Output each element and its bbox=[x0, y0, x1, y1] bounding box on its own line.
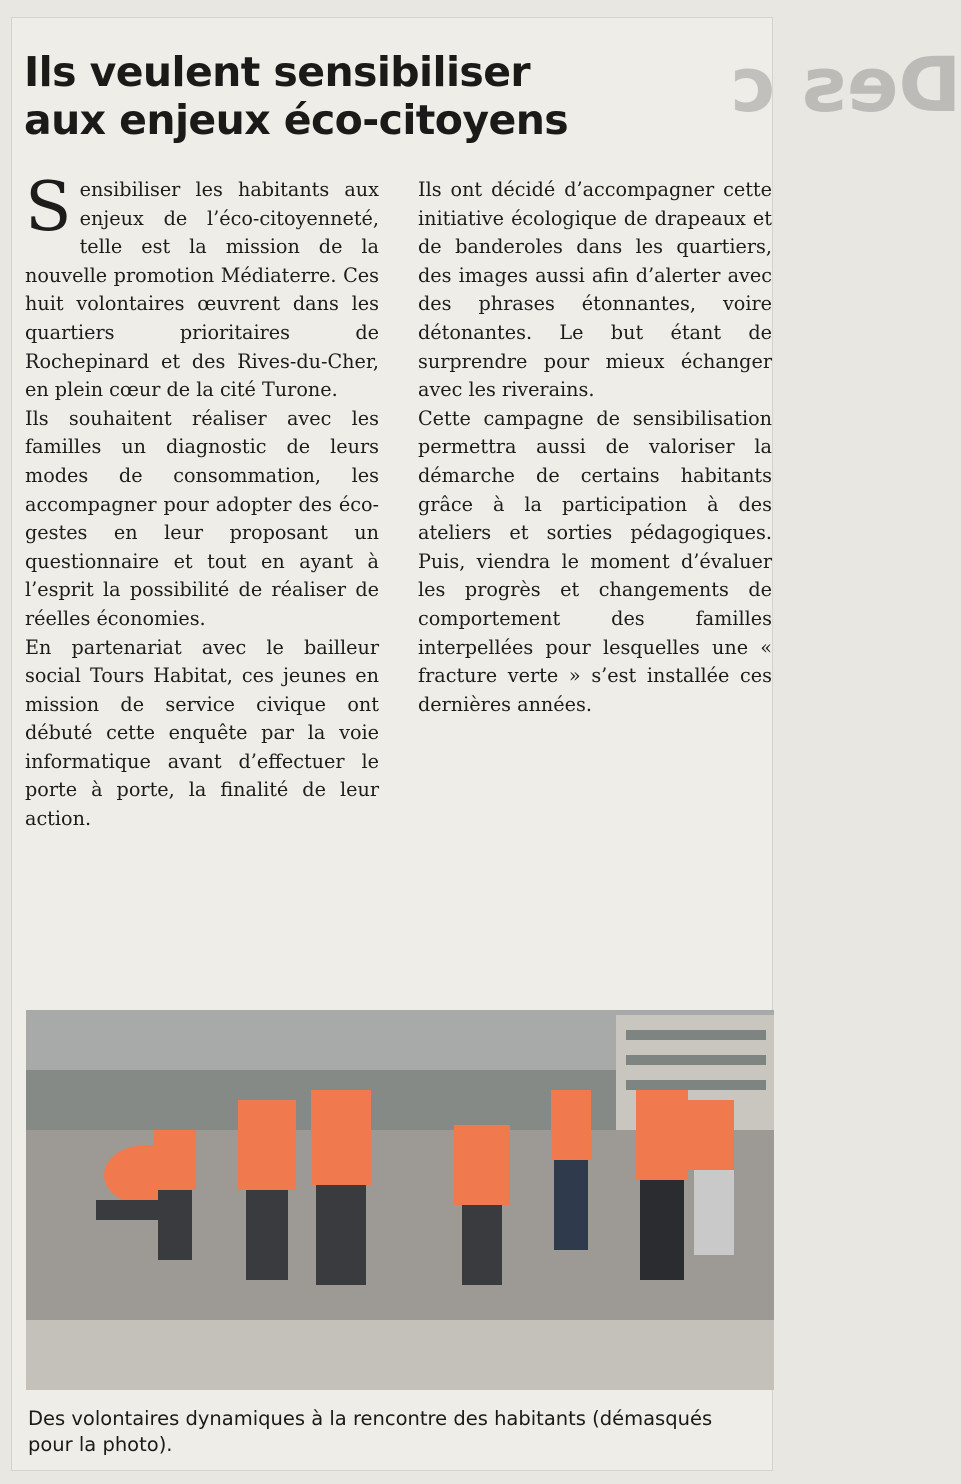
building-window-row bbox=[626, 1080, 766, 1090]
volunteer-4 bbox=[311, 1090, 371, 1285]
photo-caption: Des volontaires dynamiques à la rencontre des habitants (démasqués pour la photo). bbox=[28, 1407, 713, 1456]
photo-illustration bbox=[26, 1010, 774, 1390]
paragraph-3: En partenariat avec le bailleur social Tours Habitat, ces jeunes en mission de service civique ont débuté cette enquête par la voie informatique avant d’effectuer le porte à porte, la finalité de leur action. bbox=[25, 635, 379, 831]
volunteer-7 bbox=[636, 1090, 688, 1280]
paragraph-4: Ils ont décidé d’accompagner cette initiative écologique de drapeaux et de banderoles dans les quartiers, des images aussi afin d’alerter avec des phrases étonnantes, voire détonantes. Le but étant de surprendre pour mieux échanger avec les riverains. bbox=[418, 178, 772, 402]
paragraph-1 bbox=[25, 168, 379, 405]
volunteer-6 bbox=[551, 1090, 591, 1250]
column-right bbox=[418, 176, 772, 719]
column-left bbox=[25, 168, 379, 834]
volunteer-3 bbox=[238, 1100, 296, 1280]
drop-cap: S bbox=[25, 168, 72, 247]
building-window-row bbox=[626, 1030, 766, 1040]
article-headline bbox=[24, 48, 624, 144]
building-window-row bbox=[626, 1055, 766, 1065]
show-through-bleed: Des c bbox=[730, 40, 961, 129]
headline-line-1: Ils veulent sensibiliser bbox=[24, 48, 531, 96]
paragraph-5: Cette campagne de sensibilisation permettra aussi de valoriser la démarche de certains habitants grâce à la participation à des ateliers et sorties pédagogiques. Puis, viendra le moment d’évaluer les progrès et changements de comportement des familles interpellées pour lesquelles une « fracture verte » s’est installée ces dernières années. bbox=[418, 406, 772, 716]
volunteer-2 bbox=[154, 1130, 196, 1260]
photo-paving bbox=[26, 1320, 774, 1390]
volunteer-5 bbox=[454, 1125, 510, 1285]
paragraph-1-text: ensibiliser les habitants aux enjeux de l’éco-citoyenneté, telle est la mission de la nouvelle promotion Médiaterre. Ces huit volontaires œuvrent dans les quartiers prioritaires de Rochepinard et des Rives-du-Cher, en plein cœur de la cité Turone. bbox=[25, 178, 379, 402]
article-photo bbox=[26, 1010, 774, 1390]
headline-line-2: aux enjeux éco-citoyens bbox=[24, 96, 569, 144]
paragraph-2: Ils souhaitent réaliser avec les familles un diagnostic de leurs modes de consommation, les accompagner pour adopter des éco-gestes en leur proposant un questionnaire et tout en ayant à l’esprit la possibilité de réaliser de réelles économies. bbox=[25, 406, 379, 630]
